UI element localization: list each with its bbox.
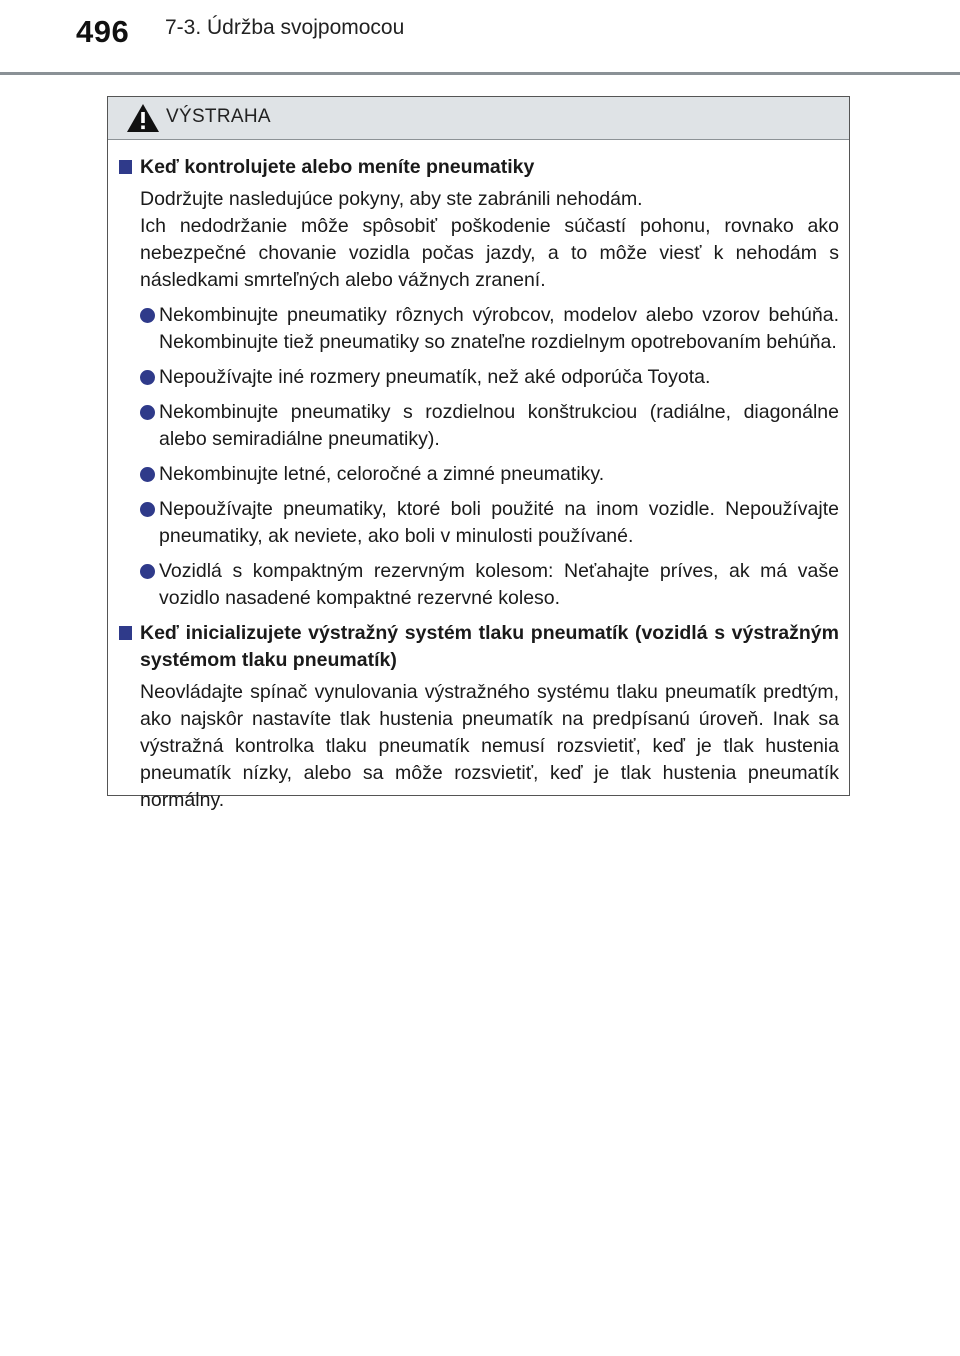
warning-triangle-icon (126, 103, 160, 133)
list-item-text: Nepoužívajte pneumatiky, ktoré boli použité na inom vozidle. Nepoužívajte pneumatiky, ak neviete, ako boli v minulosti používané. (159, 498, 839, 547)
list-item (116, 461, 839, 488)
square-bullet-icon (119, 160, 132, 174)
intro-line: Ich nedodržanie môže spôsobiť poškodenie súčastí pohonu, rovnako ako nebezpečné chovanie vozidla počas jazdy, a to môže viesť k nehodám s následkami smrteľných alebo vážnych zranení. (140, 215, 839, 291)
warning-title: VÝSTRAHA (166, 106, 271, 127)
section-heading (116, 154, 839, 181)
list-item (116, 558, 839, 612)
section-heading-text: Keď inicializujete výstražný systém tlaku pneumatík (vozidlá s výstražným systémom tlaku pneumatík) (140, 622, 839, 671)
round-bullet-icon (140, 564, 155, 579)
warning-header (108, 97, 849, 140)
list-item (116, 302, 839, 356)
section-heading-text: Keď kontrolujete alebo meníte pneumatiky (140, 156, 535, 178)
round-bullet-icon (140, 467, 155, 482)
warning-body (108, 140, 849, 814)
page-header (0, 0, 960, 78)
intro-paragraph (116, 186, 839, 294)
round-bullet-icon (140, 405, 155, 420)
list-item (116, 496, 839, 550)
list-item-text: Nekombinujte pneumatiky rôznych výrobcov, modelov alebo vzorov behúňa. Nekombinujte tiež pneumatiky so znateľne rozdielnym opotrebovaním behúňa. (159, 304, 839, 353)
round-bullet-icon (140, 502, 155, 517)
intro-line: Dodržujte nasledujúce pokyny, aby ste zabránili nehodám. (140, 188, 643, 210)
round-bullet-icon (140, 370, 155, 385)
page-number: 496 (76, 14, 130, 49)
round-bullet-icon (140, 308, 155, 323)
warning-box (107, 96, 850, 811)
list-item-text: Nepoužívajte iné rozmery pneumatík, než aké odporúča Toyota. (159, 366, 711, 388)
header-divider (0, 72, 960, 75)
list-item-text: Nekombinujte letné, celoročné a zimné pneumatiky. (159, 463, 605, 485)
section-title: 7-3. Údržba svojpomocou (165, 16, 405, 39)
square-bullet-icon (119, 626, 132, 640)
section-heading (116, 620, 839, 674)
list-item (116, 399, 839, 453)
list-item (116, 364, 839, 391)
list-item-text: Nekombinujte pneumatiky s rozdielnou konštrukciou (radiálne, diagonálne alebo semiradiálne pneumatiky). (159, 401, 839, 450)
section-paragraph: Neovládajte spínač vynulovania výstražného systému tlaku pneumatík predtým, ako najskôr nastavíte tlak hustenia pneumatík na predpísanú úroveň. Inak sa výstražná kontrolka tlaku pneumatík nemusí rozsvietiť, keď je tlak hustenia pneumatík nízky, alebo sa môže rozsvietiť, keď je tlak hustenia pneumatík normálny. (140, 681, 839, 811)
list-item-text: Vozidlá s kompaktným rezervným kolesom: Neťahajte príves, ak má vaše vozidlo nasadené kompaktné rezervné koleso. (159, 560, 839, 609)
